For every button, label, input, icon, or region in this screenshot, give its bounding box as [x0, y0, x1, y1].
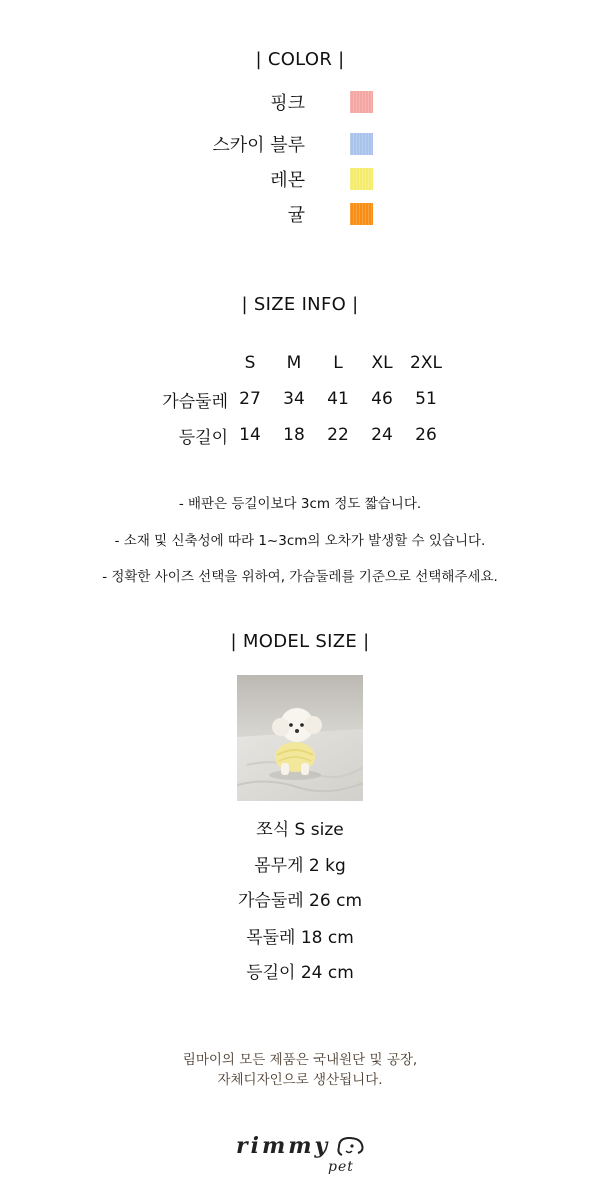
- size-note: - 소재 및 신축성에 따라 1~3cm의 오차가 발생할 수 있습니다.: [114, 533, 486, 549]
- model-photo: [237, 675, 363, 801]
- color-name: 귤: [287, 205, 305, 226]
- size-cell: 22: [327, 425, 349, 445]
- color-swatch-tangerine: [350, 203, 373, 225]
- color-swatch-pink: [350, 91, 373, 113]
- size-cell: 41: [327, 389, 349, 409]
- model-size-heading: | MODEL SIZE |: [230, 631, 370, 652]
- model-info-neck: 목둘레 18 cm: [246, 928, 354, 948]
- model-info-chest: 가슴둘레 26 cm: [237, 891, 363, 911]
- size-info-heading: | SIZE INFO |: [241, 294, 359, 315]
- color-name: 레몬: [270, 170, 305, 191]
- size-column-l: L: [333, 353, 343, 373]
- dog-photo-illustration: [237, 675, 363, 801]
- color-option-lemon: [200, 166, 400, 192]
- footer-text: 림마이의 모든 제품은 국내원단 및 공장,: [182, 1052, 418, 1068]
- size-row-label: 등길이: [178, 427, 228, 448]
- size-cell: 34: [283, 389, 305, 409]
- size-cell: 14: [239, 425, 261, 445]
- size-cell: 26: [415, 425, 437, 445]
- size-header-row: [140, 345, 448, 381]
- size-column-2xl: 2XL: [410, 353, 442, 373]
- color-option-pink: [200, 89, 400, 115]
- footer-text: 자체디자인으로 생산됩니다.: [217, 1072, 383, 1088]
- size-note: - 정확한 사이즈 선택을 위하여, 가슴둘레를 기준으로 선택해주세요.: [102, 569, 498, 585]
- logo-sub-text: pet: [328, 1159, 354, 1175]
- size-row-label: 가슴둘레: [162, 391, 228, 412]
- color-option-sky-blue: [200, 131, 400, 157]
- color-name: 스카이 블루: [212, 135, 305, 156]
- brand-logo: [236, 1125, 371, 1185]
- size-note: - 배판은 등길이보다 3cm 정도 짧습니다.: [178, 496, 422, 512]
- size-table: [140, 345, 448, 453]
- logo-main-text: rimmy: [236, 1133, 331, 1159]
- color-heading: | COLOR |: [255, 49, 345, 70]
- size-cell: 18: [283, 425, 305, 445]
- size-cell: 27: [239, 389, 261, 409]
- color-option-tangerine: [200, 201, 400, 227]
- model-info-name: 쪼식 S size: [256, 820, 344, 840]
- size-column-m: M: [286, 353, 302, 373]
- size-column-s: S: [244, 353, 256, 373]
- model-info-back-length: 등길이 24 cm: [246, 963, 354, 983]
- size-row-back-length: [140, 417, 448, 453]
- model-info-weight: 몸무게 2 kg: [254, 856, 346, 876]
- size-column-xl: XL: [371, 353, 393, 373]
- color-swatch-lemon: [350, 168, 373, 190]
- color-swatch-sky-blue: [350, 133, 373, 155]
- color-name: 핑크: [270, 93, 305, 114]
- size-cell: 24: [371, 425, 393, 445]
- dog-face-icon: [336, 1135, 366, 1161]
- size-row-chest: [140, 381, 448, 417]
- size-cell: 46: [371, 389, 393, 409]
- size-cell: 51: [415, 389, 437, 409]
